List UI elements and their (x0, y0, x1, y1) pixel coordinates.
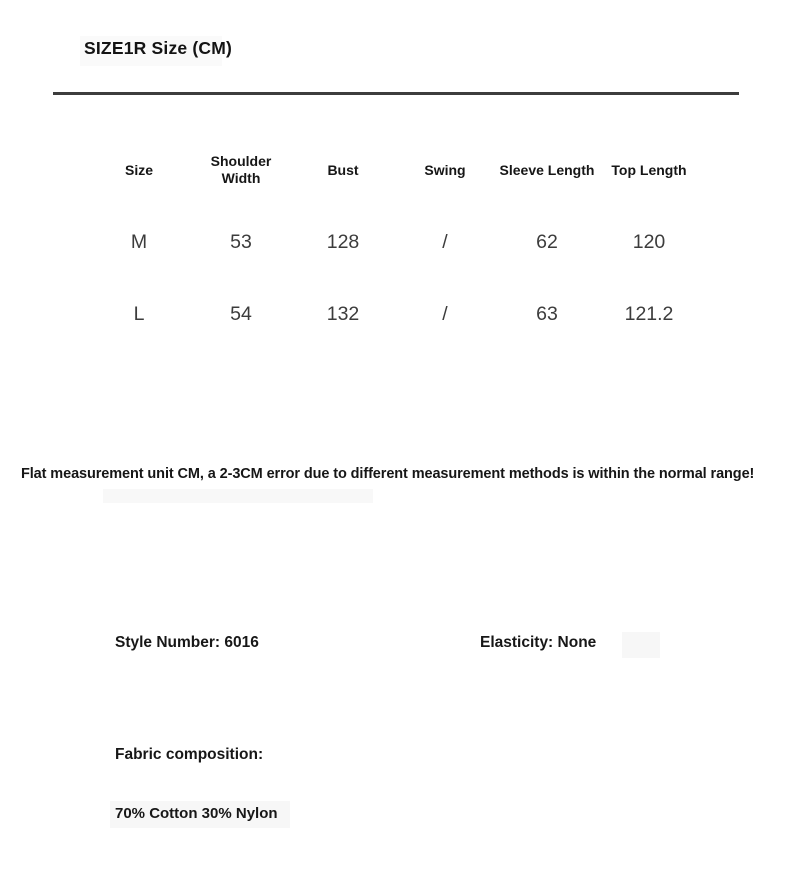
fabric-composition-heading: Fabric composition: (115, 746, 264, 763)
page-title: SIZE1R Size (CM) (84, 38, 233, 58)
cell-shoulder-width: 54 (230, 302, 252, 325)
cell-shoulder-width: 53 (230, 230, 252, 253)
size-table-header-row (88, 144, 700, 196)
cell-sleeve-length: 62 (536, 230, 558, 253)
highlight-artifact (103, 489, 373, 503)
cell-swing: / (442, 230, 448, 253)
fabric-composition-value: 70% Cotton 30% Nylon (115, 805, 278, 822)
elasticity-text: Elasticity: None (480, 634, 597, 651)
table-row-size-l (88, 299, 700, 329)
cell-size: M (130, 230, 148, 253)
cell-top-length: 121.2 (624, 302, 674, 325)
column-header-shoulder-width: Shoulder Width (210, 153, 272, 186)
divider-line (53, 92, 739, 95)
highlight-artifact (622, 632, 660, 658)
table-row-size-m (88, 227, 700, 257)
cell-sleeve-length: 63 (536, 302, 558, 325)
cell-size: L (133, 302, 145, 325)
cell-top-length: 120 (632, 230, 666, 253)
cell-swing: / (442, 302, 448, 325)
measurement-note: Flat measurement unit CM, a 2-3CM error due to different measurement methods is within the normal range! (21, 466, 755, 482)
column-header-top-length: Top Length (611, 161, 687, 178)
style-number-text: Style Number: 6016 (115, 634, 259, 651)
cell-bust: 132 (326, 302, 360, 325)
column-header-size: Size (124, 161, 153, 178)
column-header-swing: Swing (424, 161, 466, 178)
column-header-bust: Bust (327, 161, 359, 178)
cell-bust: 128 (326, 230, 360, 253)
column-header-sleeve-length: Sleeve Length (499, 161, 595, 178)
